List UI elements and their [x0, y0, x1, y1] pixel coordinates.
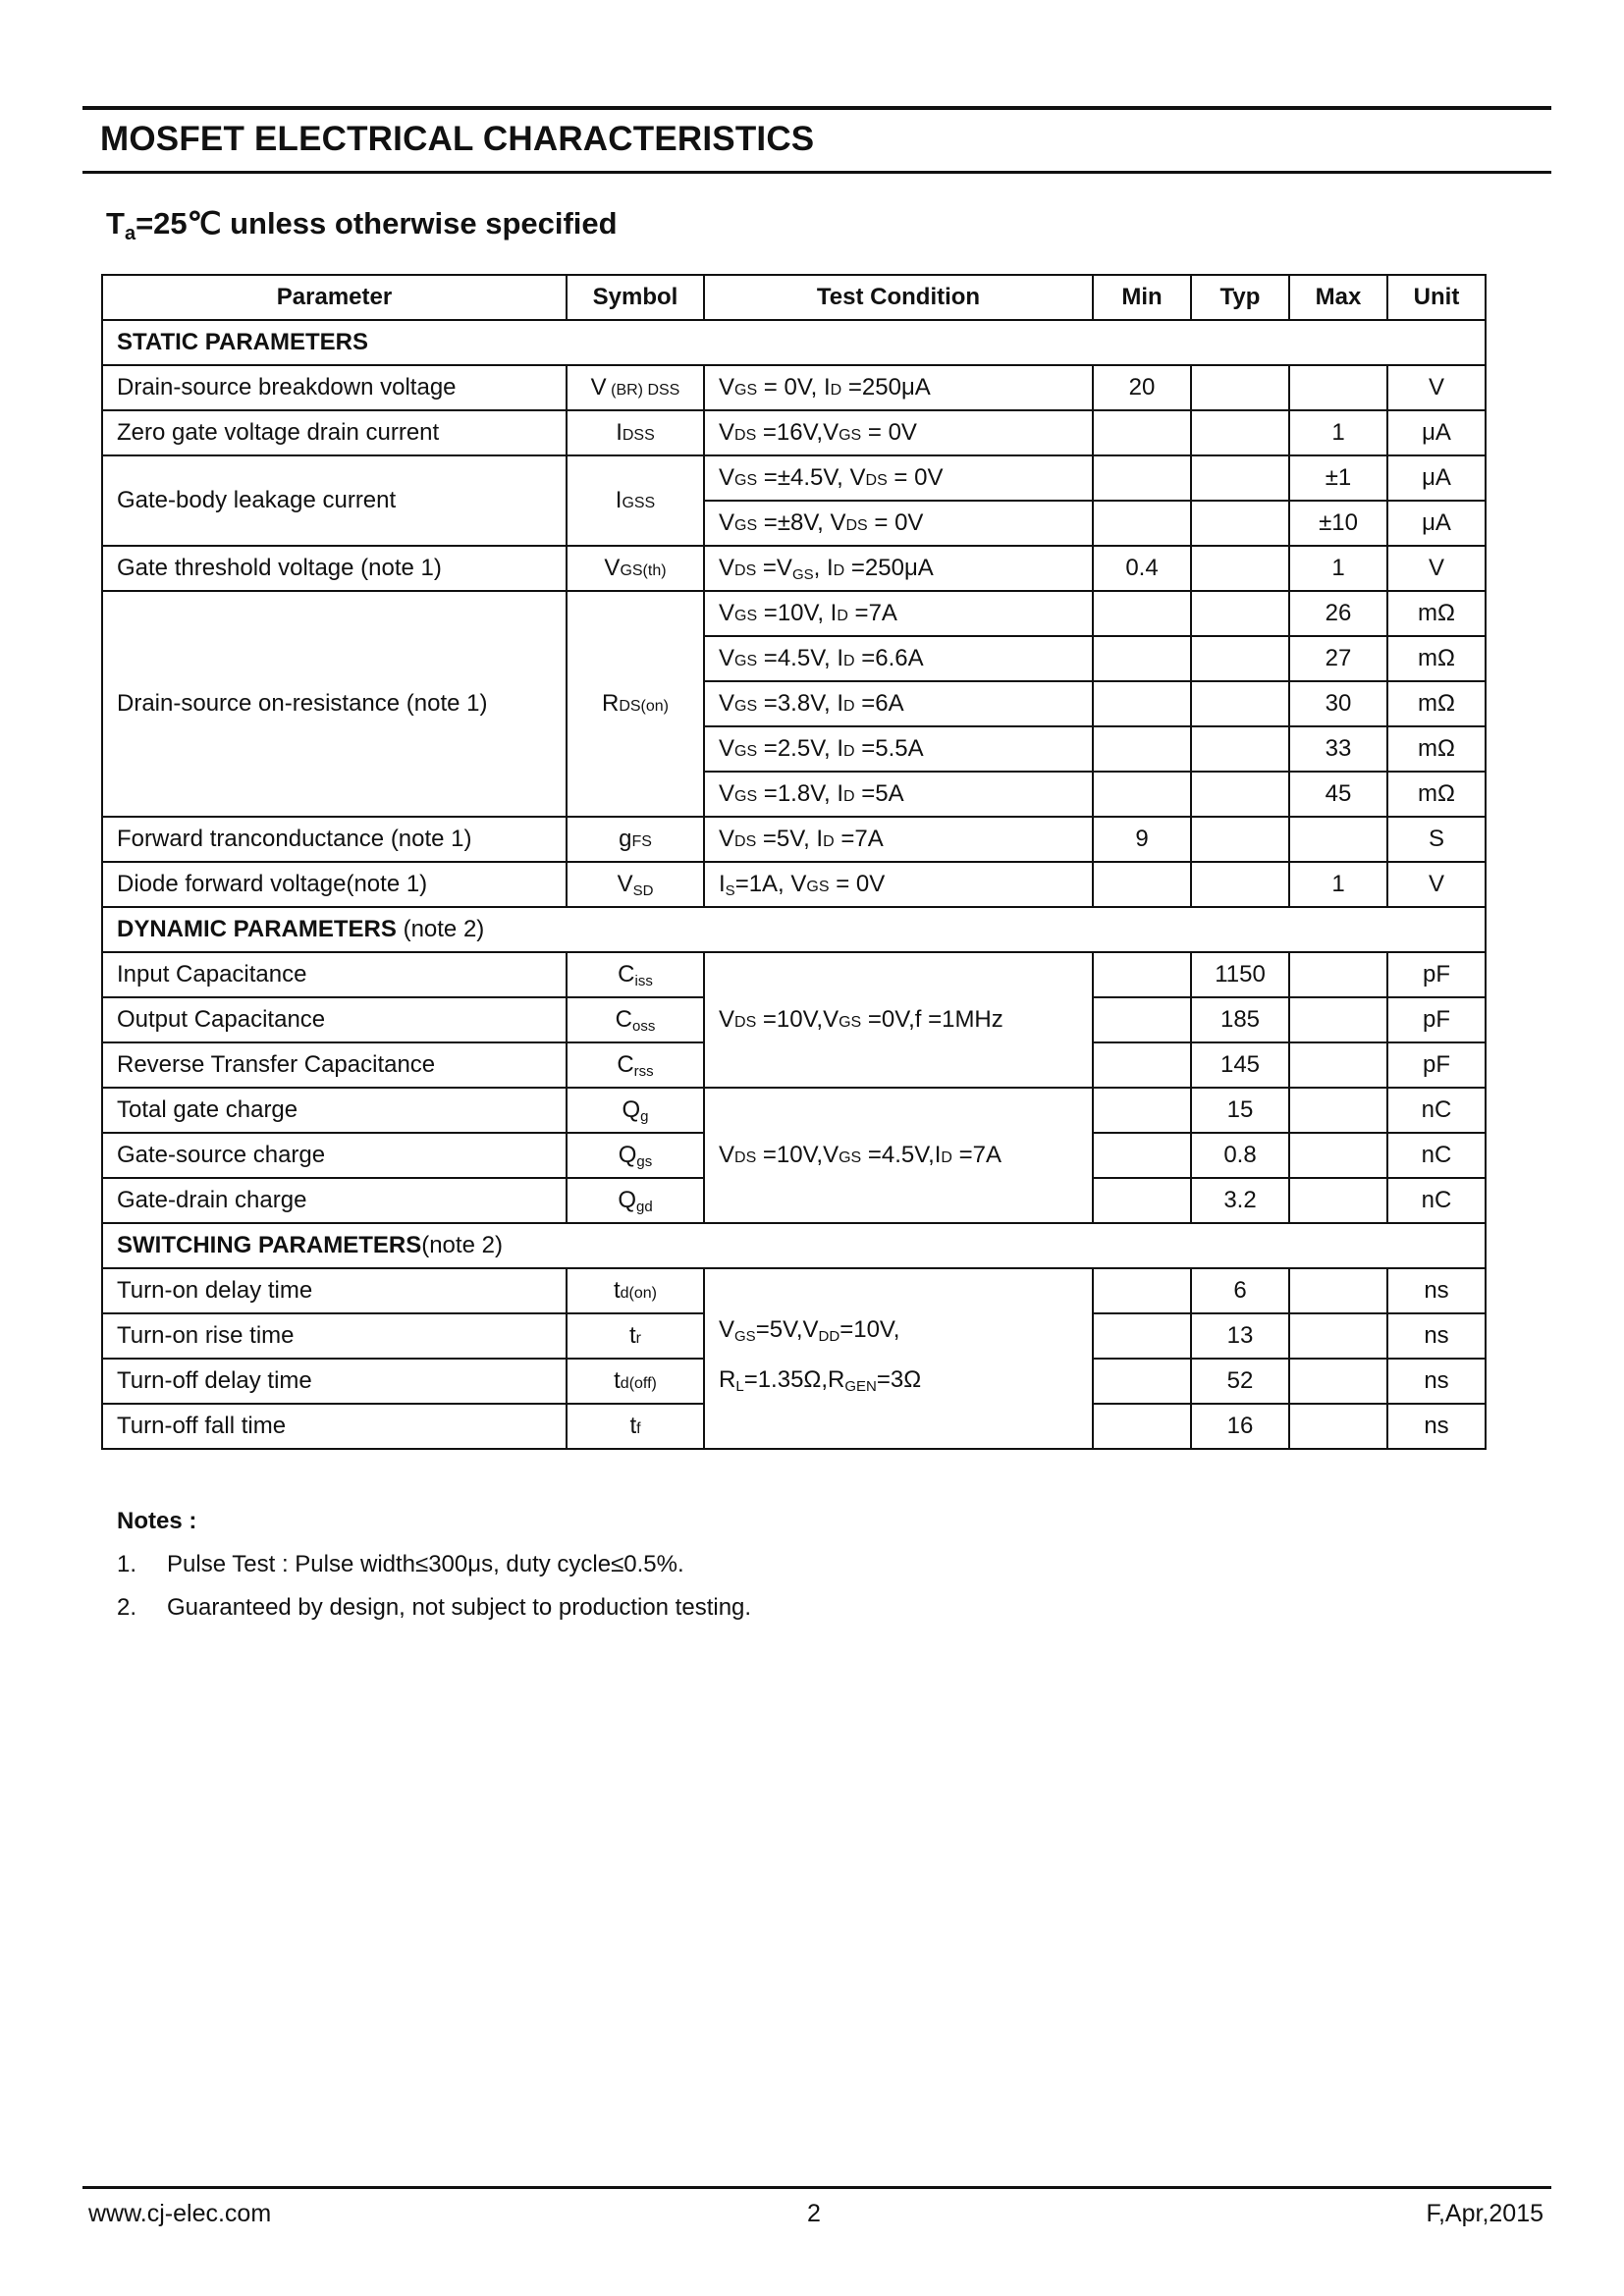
max-cell	[1289, 817, 1387, 862]
typ-cell: 16	[1191, 1404, 1289, 1449]
symbol-cell: IGSS	[567, 455, 704, 546]
max-cell	[1289, 997, 1387, 1042]
condition-cell: VDS =VGS, ID =250μA	[704, 546, 1093, 591]
min-cell	[1093, 1404, 1191, 1449]
condition-cell: VDS =10V,VGS =0V,f =1MHz	[704, 952, 1093, 1088]
condition-cell: VGS = 0V, ID =250μA	[704, 365, 1093, 410]
condition-cell: VDS =16V,VGS = 0V	[704, 410, 1093, 455]
unit-cell: pF	[1387, 997, 1486, 1042]
max-cell: 1	[1289, 410, 1387, 455]
min-cell	[1093, 862, 1191, 907]
symbol-cell: V (BR) DSS	[567, 365, 704, 410]
symbol-cell: VSD	[567, 862, 704, 907]
symbol-cell: tr	[567, 1313, 704, 1359]
footer-rule	[82, 2186, 1551, 2189]
condition-cell: VGS =1.8V, ID =5A	[704, 772, 1093, 817]
typ-cell	[1191, 681, 1289, 726]
symbol-cell: Ciss	[567, 952, 704, 997]
condition-sub: a	[124, 223, 136, 244]
note-number: 2.	[117, 1594, 137, 1621]
symbol-cell: Coss	[567, 997, 704, 1042]
typ-cell: 185	[1191, 997, 1289, 1042]
footer-revision: F,Apr,2015	[1426, 2200, 1543, 2227]
page-title: MOSFET ELECTRICAL CHARACTERISTICS	[100, 120, 815, 158]
max-cell	[1289, 952, 1387, 997]
symbol-cell: td(off)	[567, 1359, 704, 1404]
typ-cell: 13	[1191, 1313, 1289, 1359]
min-cell	[1093, 1268, 1191, 1313]
table-row	[102, 862, 1486, 907]
unit-cell: pF	[1387, 952, 1486, 997]
condition-cell: VGS=5V,VDD=10V, RL=1.35Ω,RGEN=3Ω	[704, 1268, 1093, 1449]
header-max: Max	[1289, 275, 1387, 320]
table-row	[102, 546, 1486, 591]
min-cell	[1093, 410, 1191, 455]
typ-cell: 0.8	[1191, 1133, 1289, 1178]
min-cell: 20	[1093, 365, 1191, 410]
unit-cell: μA	[1387, 501, 1486, 546]
typ-cell	[1191, 365, 1289, 410]
unit-cell: V	[1387, 365, 1486, 410]
param-cell: Turn-on delay time	[102, 1268, 567, 1313]
condition-cell: VGS =4.5V, ID =6.6A	[704, 636, 1093, 681]
typ-cell	[1191, 546, 1289, 591]
condition-rest: =25℃ unless otherwise specified	[135, 206, 618, 240]
max-cell: 26	[1289, 591, 1387, 636]
symbol-cell: VGS(th)	[567, 546, 704, 591]
note-text: Guaranteed by design, not subject to production testing.	[167, 1594, 752, 1621]
unit-cell: ns	[1387, 1313, 1486, 1359]
condition-cell: VGS =2.5V, ID =5.5A	[704, 726, 1093, 772]
symbol-cell: Qgd	[567, 1178, 704, 1223]
condition-cell: VGS =±8V, VDS = 0V	[704, 501, 1093, 546]
unit-cell: mΩ	[1387, 726, 1486, 772]
section-dynamic-title: DYNAMIC PARAMETERS (note 2)	[102, 907, 1486, 952]
min-cell: 0.4	[1093, 546, 1191, 591]
section-row-dynamic	[102, 907, 1486, 952]
note-item-1	[117, 1551, 684, 1578]
param-cell: Turn-off delay time	[102, 1359, 567, 1404]
symbol-cell: tf	[567, 1404, 704, 1449]
symbol-cell: IDSS	[567, 410, 704, 455]
note-item-2	[117, 1594, 751, 1622]
param-cell: Gate-drain charge	[102, 1178, 567, 1223]
table-row	[102, 365, 1486, 410]
unit-cell: nC	[1387, 1088, 1486, 1133]
condition-cell: VGS =10V, ID =7A	[704, 591, 1093, 636]
typ-cell	[1191, 772, 1289, 817]
table-row	[102, 1088, 1486, 1133]
symbol-cell: Crss	[567, 1042, 704, 1088]
footer-website: www.cj-elec.com	[88, 2200, 272, 2227]
max-cell	[1289, 1042, 1387, 1088]
max-cell	[1289, 1088, 1387, 1133]
typ-cell	[1191, 455, 1289, 501]
typ-cell: 3.2	[1191, 1178, 1289, 1223]
min-cell	[1093, 1088, 1191, 1133]
max-cell: 33	[1289, 726, 1387, 772]
unit-cell: pF	[1387, 1042, 1486, 1088]
unit-cell: V	[1387, 862, 1486, 907]
min-cell	[1093, 1313, 1191, 1359]
typ-cell	[1191, 410, 1289, 455]
unit-cell: ns	[1387, 1404, 1486, 1449]
typ-cell: 52	[1191, 1359, 1289, 1404]
note-text: Pulse Test : Pulse width≤300μs, duty cycle≤0.5%.	[167, 1551, 684, 1577]
min-cell	[1093, 501, 1191, 546]
unit-cell: ns	[1387, 1359, 1486, 1404]
param-cell: Zero gate voltage drain current	[102, 410, 567, 455]
min-cell	[1093, 681, 1191, 726]
max-cell	[1289, 1404, 1387, 1449]
unit-cell: mΩ	[1387, 591, 1486, 636]
param-cell: Gate-source charge	[102, 1133, 567, 1178]
max-cell	[1289, 1313, 1387, 1359]
table-row	[102, 591, 1486, 636]
max-cell	[1289, 1133, 1387, 1178]
param-cell: Total gate charge	[102, 1088, 567, 1133]
min-cell	[1093, 591, 1191, 636]
max-cell: 1	[1289, 546, 1387, 591]
param-cell: Turn-on rise time	[102, 1313, 567, 1359]
unit-cell: mΩ	[1387, 772, 1486, 817]
max-cell	[1289, 365, 1387, 410]
section-switching-title: SWITCHING PARAMETERS(note 2)	[102, 1223, 1486, 1268]
header-row	[102, 275, 1486, 320]
note-number: 1.	[117, 1551, 137, 1577]
max-cell: 30	[1289, 681, 1387, 726]
unit-cell: V	[1387, 546, 1486, 591]
typ-cell	[1191, 591, 1289, 636]
header-min: Min	[1093, 275, 1191, 320]
table-row	[102, 1268, 1486, 1313]
table-row	[102, 410, 1486, 455]
param-cell: Input Capacitance	[102, 952, 567, 997]
min-cell	[1093, 952, 1191, 997]
max-cell: 1	[1289, 862, 1387, 907]
min-cell	[1093, 1042, 1191, 1088]
unit-cell: S	[1387, 817, 1486, 862]
condition-cell: IS=1A, VGS = 0V	[704, 862, 1093, 907]
param-cell: Reverse Transfer Capacitance	[102, 1042, 567, 1088]
param-cell: Forward tranconductance (note 1)	[102, 817, 567, 862]
min-cell	[1093, 726, 1191, 772]
unit-cell: mΩ	[1387, 681, 1486, 726]
unit-cell: ns	[1387, 1268, 1486, 1313]
symbol-cell: RDS(on)	[567, 591, 704, 817]
condition-heading	[106, 206, 618, 245]
min-cell: 9	[1093, 817, 1191, 862]
param-cell: Gate-body leakage current	[102, 455, 567, 546]
condition-cell: VGS =3.8V, ID =6A	[704, 681, 1093, 726]
max-cell	[1289, 1268, 1387, 1313]
max-cell: 27	[1289, 636, 1387, 681]
min-cell	[1093, 1359, 1191, 1404]
min-cell	[1093, 1178, 1191, 1223]
typ-cell: 15	[1191, 1088, 1289, 1133]
symbol-cell: Qg	[567, 1088, 704, 1133]
unit-cell: μA	[1387, 455, 1486, 501]
max-cell	[1289, 1178, 1387, 1223]
top-rule-2	[82, 171, 1551, 174]
max-cell: 45	[1289, 772, 1387, 817]
table-row	[102, 952, 1486, 997]
min-cell	[1093, 636, 1191, 681]
unit-cell: nC	[1387, 1178, 1486, 1223]
table-row	[102, 817, 1486, 862]
max-cell: ±1	[1289, 455, 1387, 501]
symbol-cell: gFS	[567, 817, 704, 862]
min-cell	[1093, 997, 1191, 1042]
typ-cell: 6	[1191, 1268, 1289, 1313]
unit-cell: nC	[1387, 1133, 1486, 1178]
condition-cell: VGS =±4.5V, VDS = 0V	[704, 455, 1093, 501]
param-cell: Gate threshold voltage (note 1)	[102, 546, 567, 591]
min-cell	[1093, 1133, 1191, 1178]
param-cell: Drain-source on-resistance (note 1)	[102, 591, 567, 817]
typ-cell	[1191, 726, 1289, 772]
header-test-condition: Test Condition	[704, 275, 1093, 320]
header-unit: Unit	[1387, 275, 1486, 320]
condition-cell: VDS =10V,VGS =4.5V,ID =7A	[704, 1088, 1093, 1223]
typ-cell	[1191, 862, 1289, 907]
max-cell	[1289, 1359, 1387, 1404]
typ-cell	[1191, 817, 1289, 862]
typ-cell: 145	[1191, 1042, 1289, 1088]
characteristics-table	[101, 274, 1487, 1450]
footer-page-number: 2	[807, 2200, 821, 2227]
section-row-switching	[102, 1223, 1486, 1268]
max-cell: ±10	[1289, 501, 1387, 546]
symbol-cell: td(on)	[567, 1268, 704, 1313]
min-cell	[1093, 772, 1191, 817]
header-parameter: Parameter	[102, 275, 567, 320]
condition-t: T	[106, 206, 125, 240]
header-symbol: Symbol	[567, 275, 704, 320]
min-cell	[1093, 455, 1191, 501]
typ-cell: 1150	[1191, 952, 1289, 997]
notes-heading: Notes :	[117, 1508, 197, 1534]
unit-cell: mΩ	[1387, 636, 1486, 681]
section-row-static	[102, 320, 1486, 365]
header-typ: Typ	[1191, 275, 1289, 320]
condition-cell: VDS =5V, ID =7A	[704, 817, 1093, 862]
typ-cell	[1191, 636, 1289, 681]
param-cell: Turn-off fall time	[102, 1404, 567, 1449]
typ-cell	[1191, 501, 1289, 546]
top-rule-1	[82, 106, 1551, 110]
param-cell: Output Capacitance	[102, 997, 567, 1042]
unit-cell: μA	[1387, 410, 1486, 455]
section-static-title: STATIC PARAMETERS	[102, 320, 1486, 365]
param-cell: Diode forward voltage(note 1)	[102, 862, 567, 907]
param-cell: Drain-source breakdown voltage	[102, 365, 567, 410]
symbol-cell: Qgs	[567, 1133, 704, 1178]
table-row	[102, 455, 1486, 501]
